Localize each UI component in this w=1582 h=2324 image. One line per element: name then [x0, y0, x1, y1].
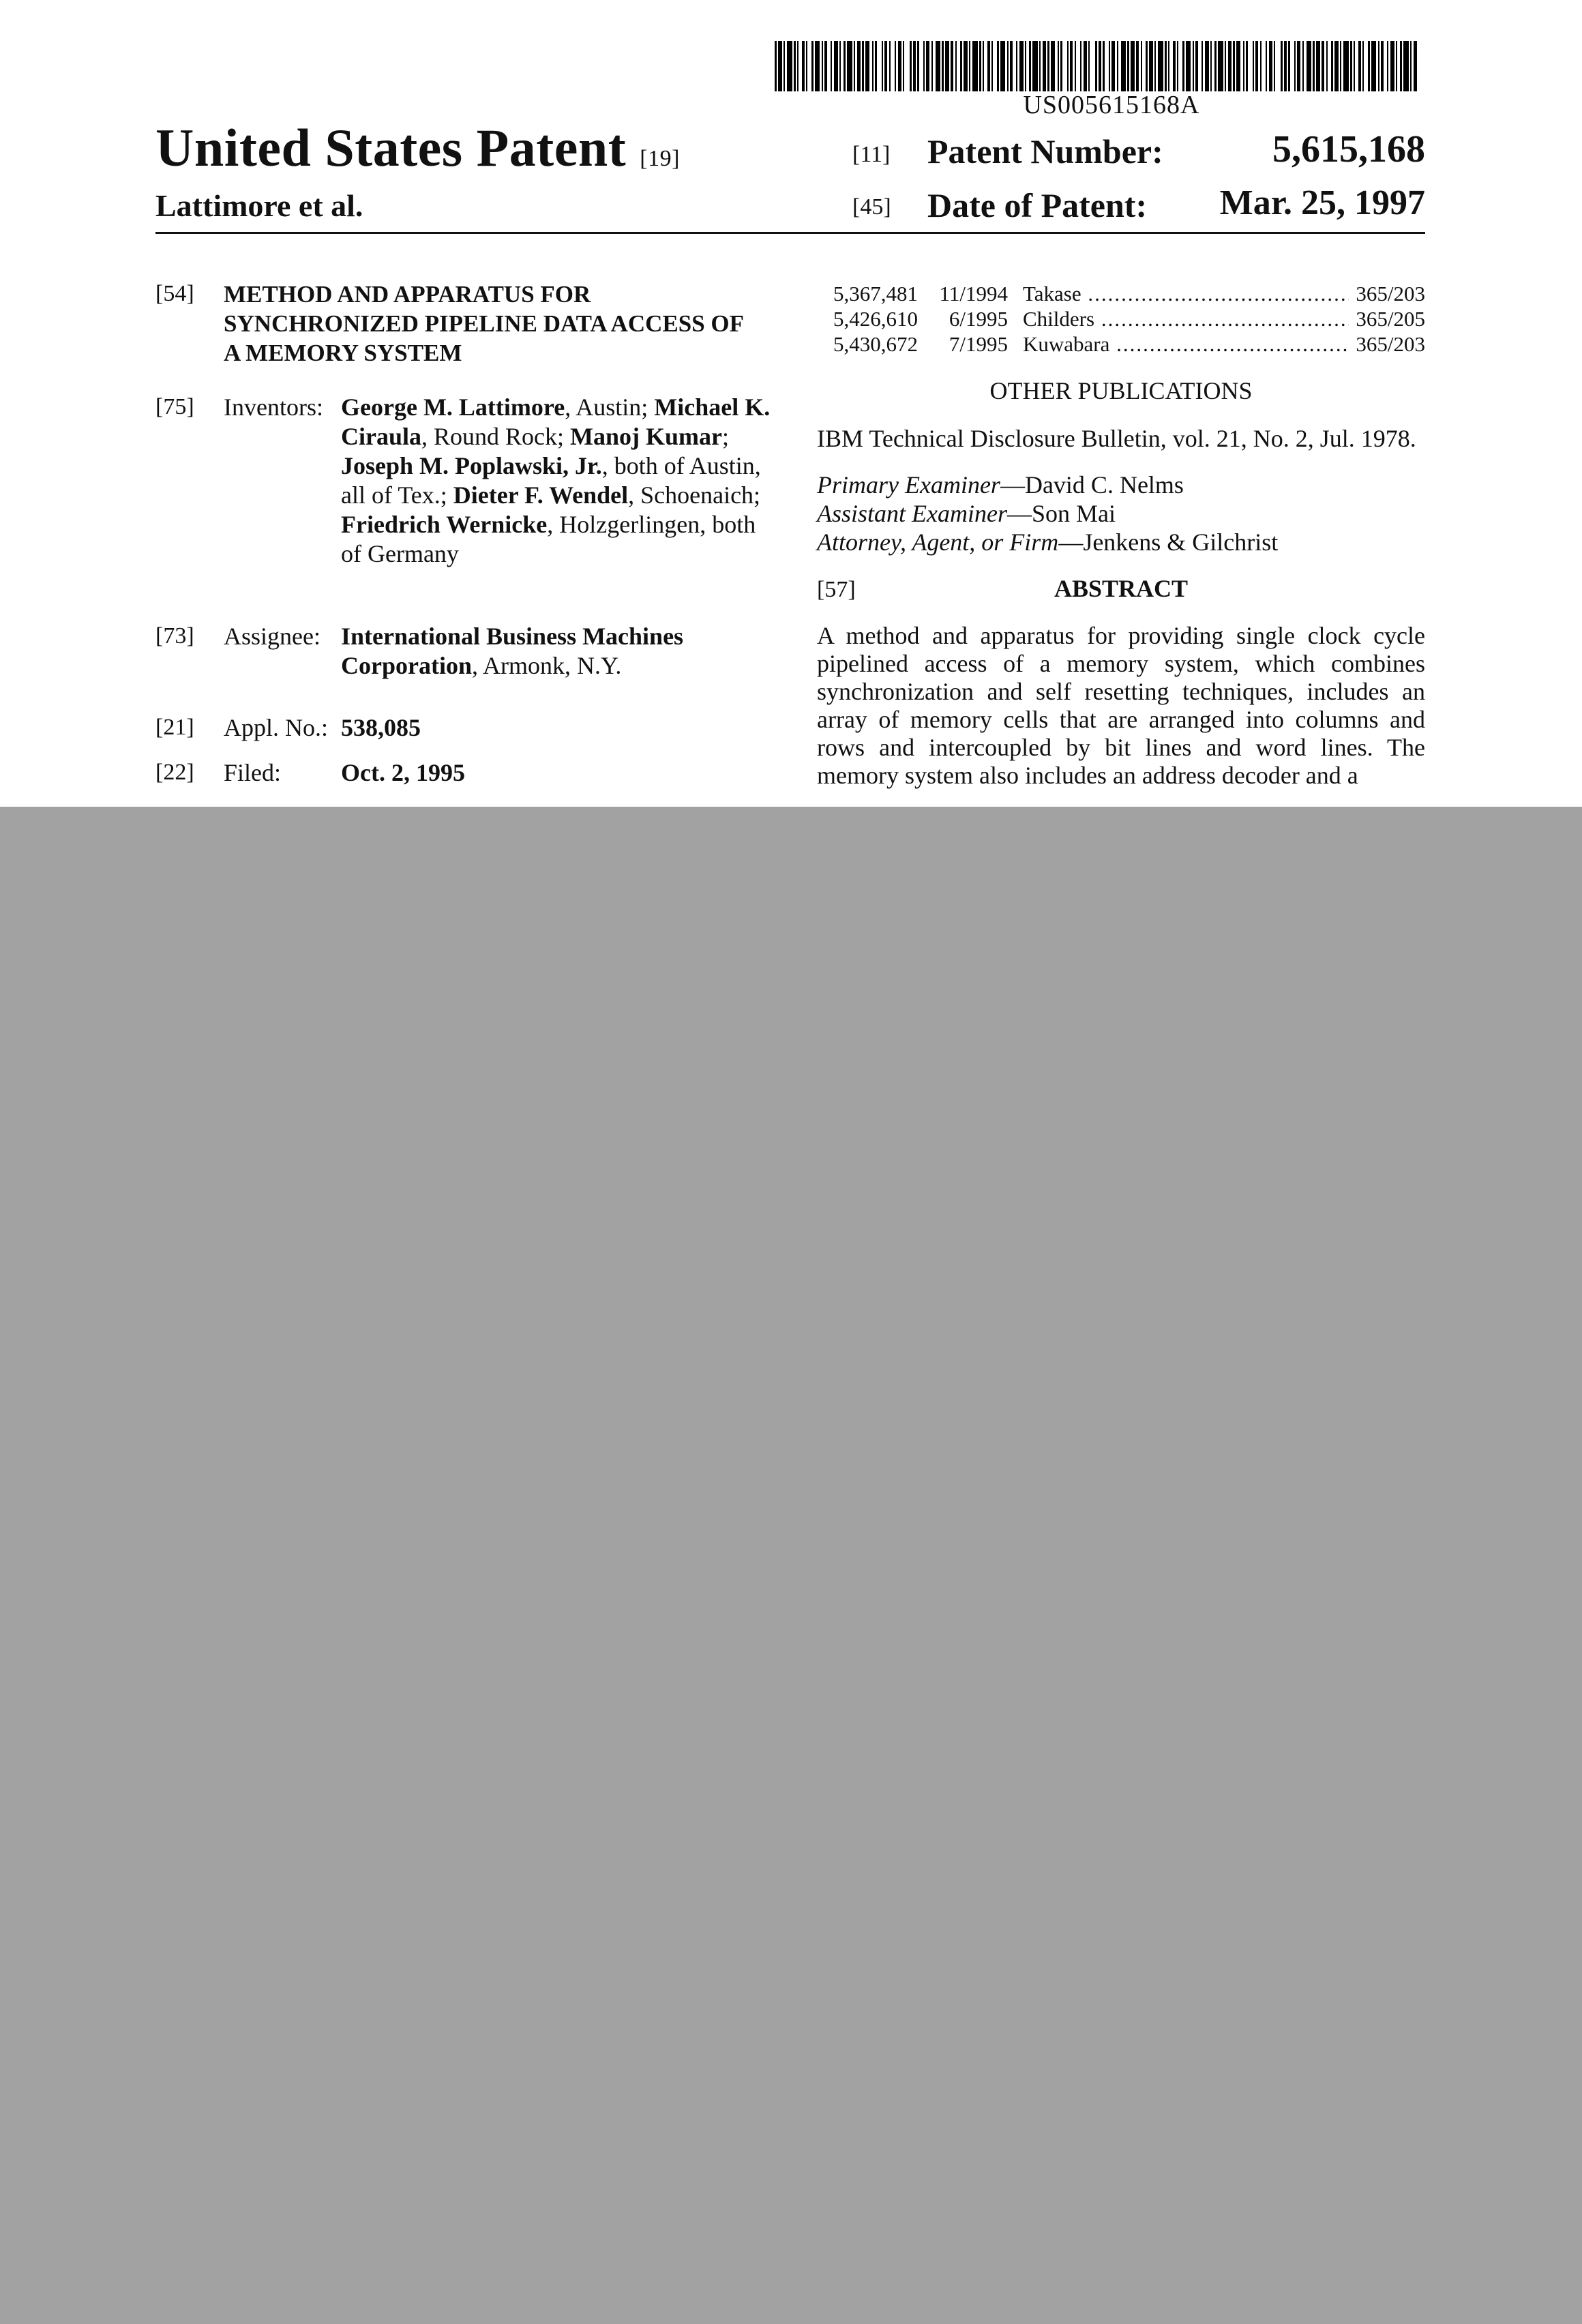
inventor-name: George M. Lattimore [341, 393, 565, 421]
patent-title: United States Patent [155, 118, 627, 177]
barcode-bar [1403, 41, 1409, 91]
document-number: US005615168A [1023, 91, 1200, 119]
barcode-bar [1343, 41, 1349, 91]
authors: Lattimore et al. [155, 188, 363, 223]
barcode [775, 41, 1422, 91]
barcode-bar [1218, 41, 1223, 91]
barcode-bar [1307, 41, 1311, 91]
barcode-bar [936, 41, 940, 91]
occluded-region [0, 807, 1582, 2324]
inventor-name: Manoj Kumar [570, 423, 723, 450]
patent-number-code: [11] [852, 142, 891, 167]
filed-date: Oct. 2, 1995 [341, 759, 465, 786]
inventor-name: Dieter F. Wendel [453, 481, 629, 509]
date-label: Date of Patent: [927, 186, 1148, 224]
date-code: [45] [852, 194, 891, 220]
barcode-bar [1248, 41, 1253, 91]
references-list [784, 281, 1425, 357]
barcode-bar [847, 41, 852, 91]
barcode-bar [1090, 41, 1095, 91]
barcode-bar [1414, 41, 1417, 91]
patent-title-code: [19] [640, 146, 680, 171]
other-publications-text: IBM Technical Disclosure Bulletin, vol. 21, No. 2, Jul. 1978. [817, 425, 1416, 452]
assistant-examiner: Assistant Examiner—Son Mai [817, 500, 1116, 527]
assignee: International Business Machines Corporation, Armonk, N.Y. [341, 623, 684, 679]
header-rule [155, 232, 1425, 234]
inventor-name: Michael K. Ciraula [341, 393, 771, 450]
appl-no-label: Appl. No.: [224, 714, 328, 741]
barcode-bar [1186, 41, 1191, 91]
reference-row: 5,367,481 11/1994 Takase ..... 365/203 [784, 281, 1425, 306]
abstract-heading: ABSTRACT [1054, 575, 1189, 602]
barcode-bar [815, 41, 820, 91]
patent-heading [155, 117, 680, 179]
barcode-bar [1275, 41, 1281, 91]
abstract-code: [57] [817, 577, 856, 602]
primary-examiner: Primary Examiner—David C. Nelms [817, 471, 1184, 498]
barcode-bar [1371, 41, 1376, 91]
other-publications-heading: OTHER PUBLICATIONS [989, 377, 1253, 404]
field-73-code: [73] [155, 623, 194, 649]
field-75-code: [75] [155, 394, 194, 419]
patent-number-label: Patent Number: [927, 132, 1163, 170]
barcode-bar [1000, 41, 1005, 91]
barcode-bar [1121, 41, 1126, 91]
patent-number: 5,615,168 [1272, 128, 1425, 170]
assignee-label: Assignee: [224, 623, 320, 650]
assignee-name: International Business Machines Corporation [341, 623, 684, 679]
barcode-bar [904, 41, 910, 91]
barcode-bar [972, 41, 978, 91]
barcode-bar [1032, 41, 1038, 91]
appl-no: 538,085 [341, 714, 421, 741]
inventor-name: Joseph M. Poplawski, Jr. [341, 452, 602, 479]
barcode-bar [1158, 41, 1163, 91]
inventor-name: Friedrich Wernicke [341, 511, 548, 538]
invention-title: METHOD AND APPARATUS FOR SYNCHRONIZED PIPELINE DATA ACCESS OF A MEMORY SYSTEM [224, 281, 743, 366]
inventors: George M. Lattimore, Austin; Michael K. Ciraula, Round Rock; Manoj Kumar; Joseph M. Poplawski, Jr., both of Austin, all of Tex.; Dieter F. Wendel, Schoenaich; Friedrich Wernicke, Holzgerlingen, both of Germany [341, 393, 771, 567]
reference-row: 5,430,672 7/1995 Kuwabara ..... 365/203 [784, 331, 1425, 357]
field-21-code: [21] [155, 715, 194, 740]
attorney: Attorney, Agent, or Firm—Jenkens & Gilchrist [817, 528, 1279, 556]
abstract-text: A method and apparatus for providing single clock cycle pipelined access of a memory system, which combines synchronization and self resetting techniques, includes an array of memory cells that are arranged into columns and rows and intercoupled by bit lines and word lines. The memory system also includes an address decoder and a [817, 622, 1425, 789]
inventors-label: Inventors: [224, 393, 323, 421]
reference-row: 5,426,610 6/1995 Childers ..... 365/205 [784, 306, 1425, 331]
barcode-bar [787, 41, 792, 91]
date-of-patent: Mar. 25, 1997 [1219, 183, 1425, 222]
field-22-code: [22] [155, 760, 194, 785]
barcode-bar [877, 41, 882, 91]
filed-label: Filed: [224, 759, 282, 786]
field-54-code: [54] [155, 281, 194, 306]
barcode-bar [1062, 41, 1067, 91]
